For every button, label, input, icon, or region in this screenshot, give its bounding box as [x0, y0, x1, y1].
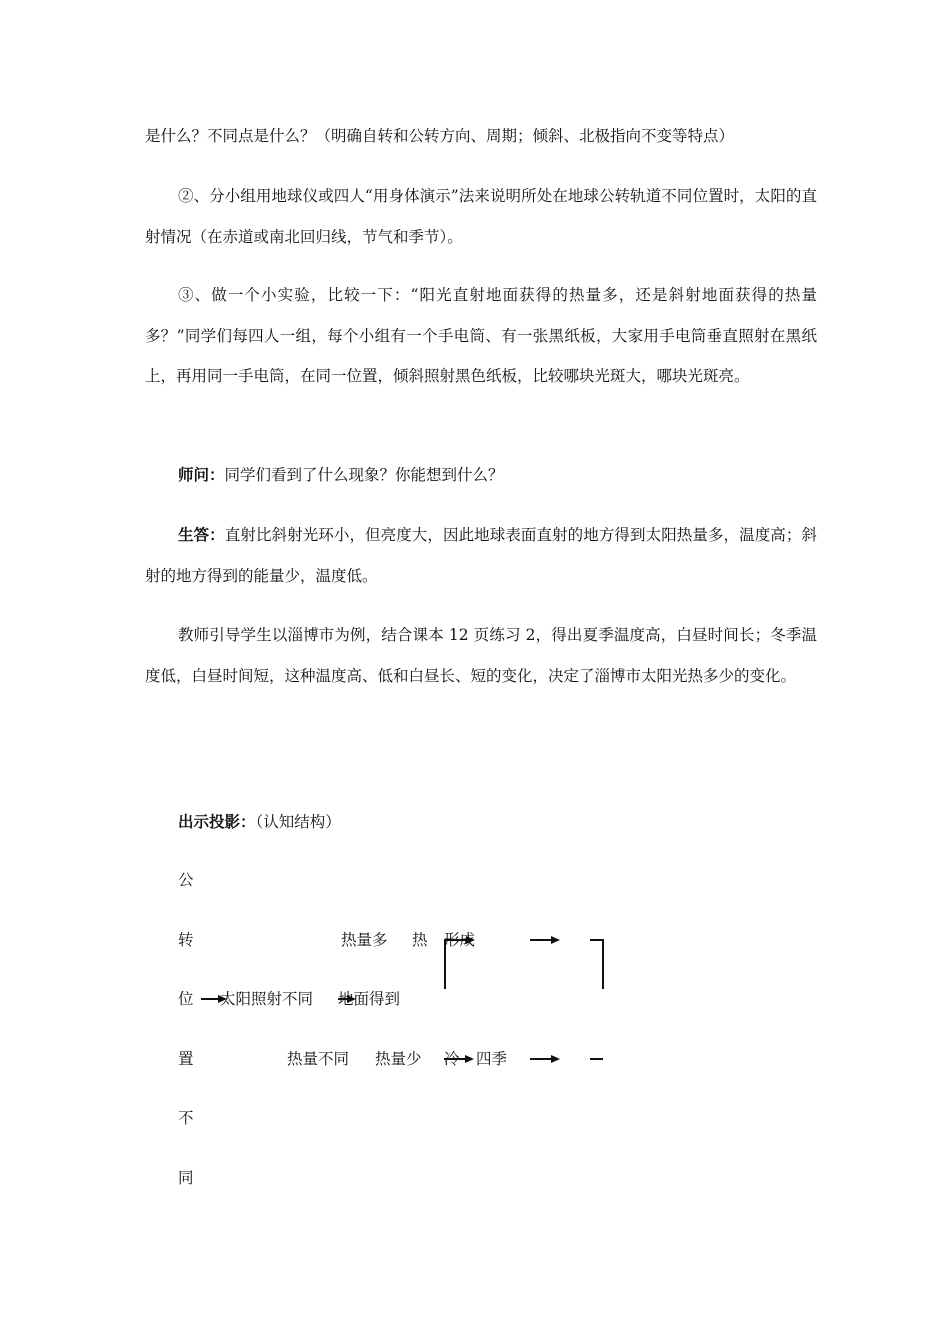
label-sun-diff: 太阳照射不同 — [220, 990, 314, 1008]
label-heat-less: 热量少 — [375, 1050, 422, 1068]
label-form: 形成 — [444, 931, 476, 949]
projection-heading — [145, 802, 817, 843]
paragraph-similarities: 是什么？不同点是什么？（明确自转和公转方向、周期；倾斜、北极指向不变等特点） — [145, 127, 735, 145]
teacher-question-text: 同学们看到了什么现象？你能想到什么？ — [224, 466, 504, 484]
vertical-char: 置 — [178, 1050, 194, 1068]
vertical-char: 公 — [178, 871, 194, 889]
vertical-char: 位 — [178, 990, 194, 1008]
label-heat-diff: 热量不同 — [287, 1050, 350, 1068]
teacher-question-label: 师问： — [178, 465, 225, 484]
student-answer-label: 生答： — [178, 525, 225, 544]
paragraph-experiment: ③、做一个小实验，比较一下：“阳光直射地面获得的热量多，还是斜射地面获得的热量多？”同学们每四人一组，每个小组有一个手电筒、有一张黑纸板，大家用手电筒垂直照射在黑纸上，再用同一手电筒，在同一位置，倾斜照射黑色纸板，比较哪块光斑大，哪块光斑亮。 — [145, 286, 817, 385]
projection-note: （认知结构） — [255, 813, 341, 831]
arrow-line — [530, 939, 552, 941]
paragraph-group-demo: ②、分小组用地球仪或四人“用身体演示”法来说明所处在地球公转轨道不同位置时，太阳的直射情况（在赤道或南北回归线，节气和季节）。 — [145, 187, 817, 246]
projection-label: 出示投影： — [178, 812, 256, 831]
arrow-line — [530, 1058, 552, 1060]
student-answer-text: 直射比斜射光环小，但亮度大，因此地球表面直射的地方得到太阳热量多，温度高；斜射的地方得到的能量少，温度低。 — [145, 526, 817, 585]
label-seasons: 四季 — [476, 1050, 508, 1068]
vertical-char: 不 — [178, 1109, 194, 1127]
student-answer — [145, 515, 817, 596]
vertical-char: 转 — [178, 931, 194, 949]
teacher-question — [145, 455, 817, 496]
arrow-head — [551, 1055, 560, 1063]
bracket-line — [590, 1058, 603, 1060]
arrow-line — [444, 1058, 466, 1060]
arrow-head — [465, 1055, 474, 1063]
arrow-head — [551, 936, 560, 944]
label-hot: 热 — [412, 931, 428, 949]
label-ground-get: 地面得到 — [338, 990, 401, 1008]
label-heat-more: 热量多 — [341, 931, 388, 949]
vertical-char: 同 — [178, 1169, 194, 1187]
arrow-line — [201, 998, 219, 1000]
bracket-line — [602, 939, 604, 989]
paragraph-zibo-example: 教师引导学生以淄博市为例，结合课本 12 页练习 2，得出夏季温度高，白昼时间长；冬季温度低，白昼时间短，这种温度高、低和白昼长、短的变化，决定了淄博市太阳光热多少的变化。 — [145, 626, 817, 685]
